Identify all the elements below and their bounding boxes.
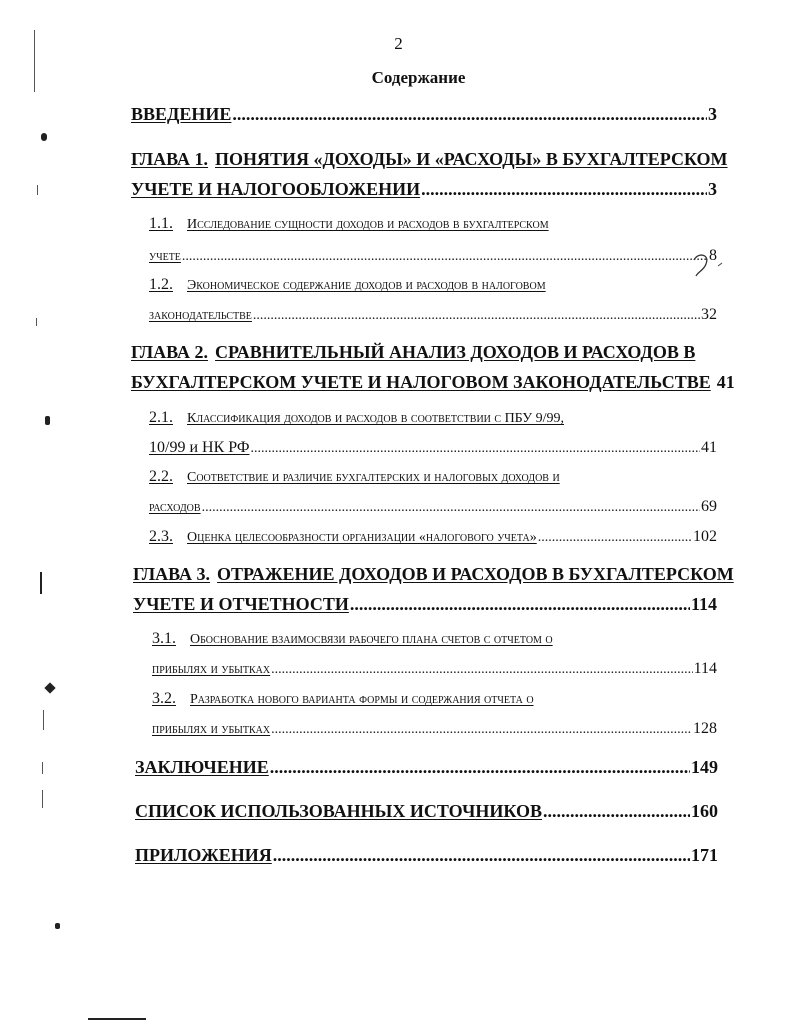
toc-label: законодательстве	[149, 308, 252, 323]
toc-label: УЧЕТЕ И ОТЧЕТНОСТИ	[133, 594, 349, 614]
toc-section-number: 3.2.	[152, 690, 176, 707]
toc-entry-references[interactable]	[135, 801, 718, 822]
scan-artifact	[45, 416, 50, 425]
toc-leader-dots	[253, 308, 700, 324]
toc-entry-chapter-2[interactable]	[131, 372, 735, 393]
toc-entry-2-3[interactable]	[149, 528, 717, 546]
scan-artifact	[55, 923, 60, 929]
scan-artifact	[44, 682, 55, 693]
toc-page: 102	[693, 528, 717, 545]
toc-leader-dots	[421, 179, 707, 200]
toc-leader-dots	[350, 594, 690, 615]
toc-page: 160	[691, 801, 718, 821]
toc-entry-chapter-1-heading[interactable]	[131, 149, 728, 170]
toc-section-number: 2.3.	[149, 528, 173, 545]
toc-entry-chapter-3-heading[interactable]	[133, 564, 734, 585]
toc-entry-2-2-heading[interactable]	[149, 468, 717, 486]
toc-section-number: 1.1.	[149, 215, 173, 232]
scan-artifact	[36, 318, 37, 326]
toc-leader-dots	[182, 249, 708, 265]
toc-label: Экономическое содержание доходов и расходов в налоговом	[187, 278, 546, 293]
toc-leader-dots	[543, 801, 690, 822]
toc-section-number: 3.1.	[152, 630, 176, 647]
toc-section-number: 2.2.	[149, 468, 173, 485]
handwritten-mark	[688, 250, 728, 282]
toc-page: 149	[691, 757, 718, 777]
toc-chapter-number: ГЛАВА 2.	[131, 342, 209, 362]
toc-leader-dots	[251, 441, 701, 457]
toc-page: 69	[701, 498, 717, 515]
toc-entry-introduction[interactable]	[131, 104, 717, 125]
toc-entry-3-1-heading[interactable]	[152, 630, 717, 648]
toc-page: 41	[701, 439, 717, 456]
toc-entry-chapter-2-heading[interactable]	[131, 342, 717, 363]
toc-label: ПОНЯТИЯ «ДОХОДЫ» И «РАСХОДЫ» В БУХГАЛТЕРСКОМ	[215, 149, 728, 169]
toc-page: 114	[690, 594, 717, 614]
toc-entry-3-1[interactable]	[152, 660, 717, 678]
toc-entry-2-2[interactable]	[149, 498, 717, 516]
toc-page: 32	[701, 306, 717, 323]
toc-title: Содержание	[371, 68, 466, 87]
toc-label: прибылях и убытках	[152, 662, 271, 677]
toc-label: ВВЕДЕНИЕ	[131, 104, 232, 124]
toc-entry-1-1[interactable]	[149, 247, 717, 265]
toc-entry-2-1[interactable]	[149, 439, 717, 457]
toc-entry-1-2[interactable]	[149, 306, 717, 324]
toc-chapter-number: ГЛАВА 3.	[133, 564, 211, 584]
toc-page: 3	[708, 104, 717, 124]
toc-label: БУХГАЛТЕРСКОМ УЧЕТЕ И НАЛОГОВОМ ЗАКОНОДАТЕЛЬСТВЕ	[131, 372, 711, 392]
toc-label: УЧЕТЕ И НАЛОГООБЛОЖЕНИИ	[131, 179, 421, 199]
toc-page: 128	[693, 720, 717, 737]
toc-section-number: 2.1.	[149, 409, 173, 426]
toc-leader-dots	[202, 500, 700, 516]
toc-label: Разработка нового варианта формы и содержания отчета о	[190, 692, 534, 707]
toc-label: ЗАКЛЮЧЕНИЕ	[135, 757, 269, 777]
toc-entry-chapter-3[interactable]	[133, 594, 717, 615]
toc-entry-1-1-heading[interactable]	[149, 215, 717, 233]
scan-artifact	[40, 572, 42, 594]
scan-artifact	[37, 185, 38, 195]
toc-label: прибылях и убытках	[152, 722, 271, 737]
toc-label: расходов	[149, 500, 201, 515]
scan-artifact	[88, 1018, 146, 1020]
toc-page: 114	[693, 660, 717, 677]
toc-page: 3	[708, 179, 717, 199]
toc-label: СПИСОК ИСПОЛЬЗОВАННЫХ ИСТОЧНИКОВ	[135, 801, 542, 821]
toc-entry-conclusion[interactable]	[135, 757, 718, 778]
toc-label: Классификация доходов и расходов в соответствии с ПБУ 9/99,	[187, 411, 565, 426]
toc-page: 41	[716, 372, 735, 392]
toc-leader-dots	[271, 662, 692, 678]
toc-leader-dots	[232, 104, 707, 125]
toc-label: Исследование сущности доходов и расходов в бухгалтерском	[187, 217, 549, 232]
toc-entry-3-2-heading[interactable]	[152, 690, 717, 708]
scan-artifact	[42, 790, 43, 808]
toc-section-number: 1.2.	[149, 276, 173, 293]
toc-label: Оценка целесообразности организации «налогового учета»	[187, 530, 537, 545]
toc-page: 171	[691, 845, 718, 865]
toc-label: ОТРАЖЕНИЕ ДОХОДОВ И РАСХОДОВ В БУХГАЛТЕРСКОМ	[217, 564, 734, 584]
toc-label: 10/99 и НК РФ	[149, 439, 250, 456]
toc-leader-dots	[538, 530, 692, 546]
scan-artifact	[41, 133, 47, 141]
page-number: 2	[394, 34, 403, 53]
toc-label: СРАВНИТЕЛЬНЫЙ АНАЛИЗ ДОХОДОВ И РАСХОДОВ В	[215, 342, 696, 362]
toc-page: 8	[709, 247, 717, 264]
scan-artifact	[43, 710, 44, 730]
toc-label: учете	[149, 249, 181, 264]
toc-leader-dots	[271, 722, 692, 738]
toc-entry-3-2[interactable]	[152, 720, 717, 738]
toc-label: Обоснование взаимосвязи рабочего плана счетов с отчетом о	[190, 632, 553, 647]
toc-entry-2-1-heading[interactable]	[149, 409, 717, 427]
toc-label: ПРИЛОЖЕНИЯ	[135, 845, 272, 865]
toc-entry-appendices[interactable]	[135, 845, 718, 866]
scan-artifact	[42, 762, 43, 774]
toc-leader-dots	[273, 845, 690, 866]
toc-entry-1-2-heading[interactable]	[149, 276, 717, 294]
toc-leader-dots	[270, 757, 690, 778]
toc-label: Соответствие и различие бухгалтерских и налоговых доходов и	[187, 470, 560, 485]
toc-chapter-number: ГЛАВА 1.	[131, 149, 209, 169]
scan-artifact	[34, 30, 35, 92]
toc-entry-chapter-1[interactable]	[131, 179, 717, 200]
